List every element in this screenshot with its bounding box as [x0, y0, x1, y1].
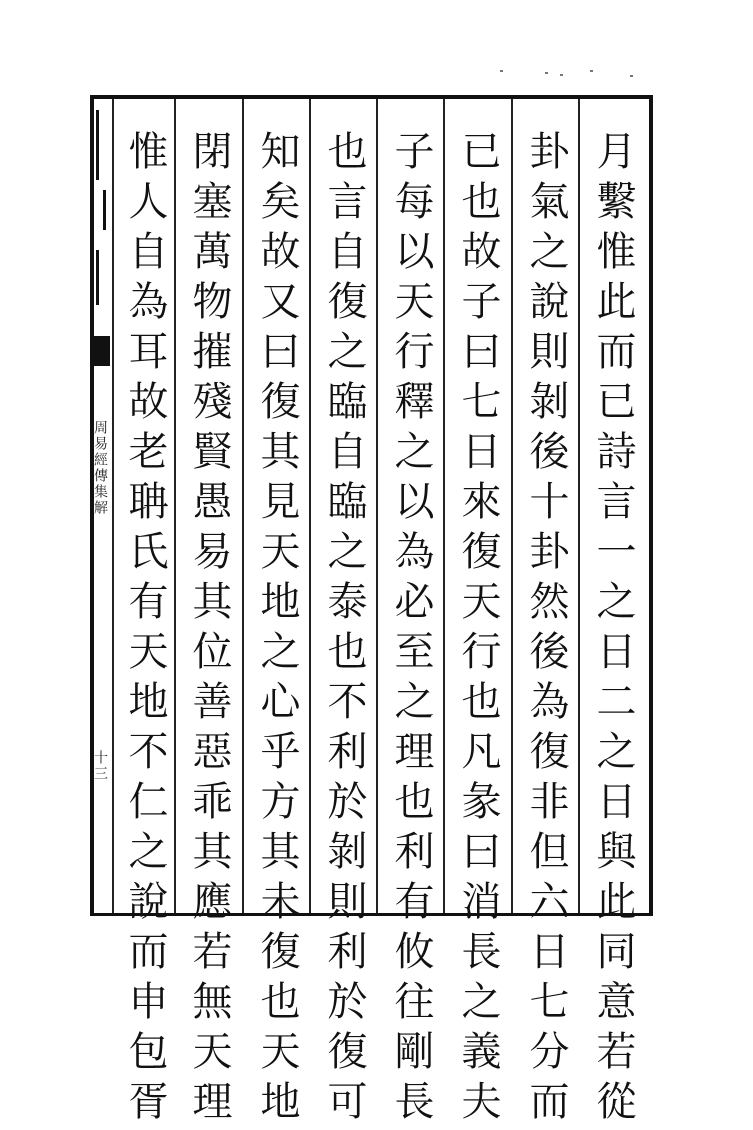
text-column-7: 閉塞萬物摧殘賢愚易其位善惡乖其應若無天理	[186, 130, 232, 1130]
column-rule	[309, 99, 311, 913]
fore-edge-mark	[96, 110, 99, 180]
column-rule	[112, 99, 114, 913]
column-rule	[376, 99, 378, 913]
frame-right-border	[649, 95, 653, 916]
frame-top-border	[92, 95, 652, 99]
text-column-2: 卦氣之說則剝後十卦然後為復非但六日七分而	[523, 130, 569, 1130]
column-rule	[578, 99, 580, 913]
scan-speck	[630, 75, 633, 77]
page-number: 十三	[92, 750, 108, 782]
book-title: 周易經傳集解	[92, 420, 108, 516]
text-column-5: 也言自復之臨自臨之泰也不利於剝則利於復可	[321, 130, 367, 1130]
column-rule	[242, 99, 244, 913]
scan-speck	[500, 70, 503, 72]
column-rule	[511, 99, 513, 913]
column-rule	[174, 99, 176, 913]
text-column-3: 已也故子曰七日來復天行也凡彖曰消長之義夫	[455, 130, 501, 1130]
scan-speck	[560, 74, 563, 76]
scan-speck	[590, 70, 593, 72]
fore-edge-mark	[96, 250, 99, 305]
column-rule	[443, 99, 445, 913]
text-column-8: 惟人自為耳故老聃氏有天地不仁之說而申包胥	[122, 130, 168, 1130]
fish-tail-mark	[94, 336, 110, 366]
text-column-4: 子每以天行釋之以為必至之理也利有攸往剛長	[388, 130, 434, 1130]
fore-edge-mark	[103, 190, 106, 230]
text-column-6: 知矣故又曰復其見天地之心乎方其未復也天地	[254, 130, 300, 1130]
text-column-1: 月繫惟此而已詩言一之日二之日與此同意若從	[590, 130, 636, 1130]
scan-speck	[545, 72, 548, 74]
